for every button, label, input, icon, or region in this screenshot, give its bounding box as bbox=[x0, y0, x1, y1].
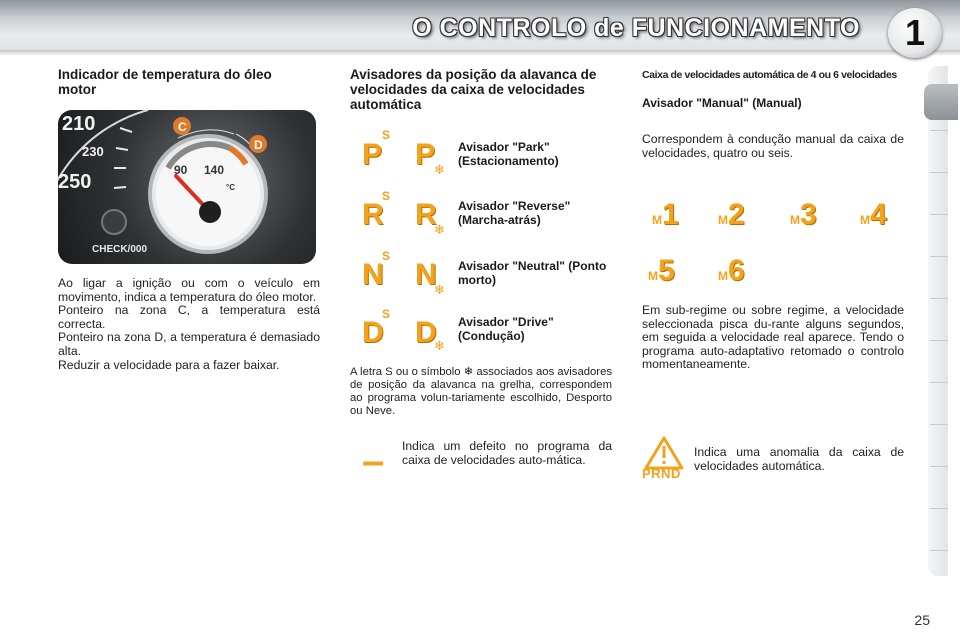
program-defect-text: Indica um defeito no programa da caixa de velocidades auto-mática. bbox=[402, 439, 612, 467]
oil-temp-paragraph: Ao ligar a ignição ou com o veículo em movimento, indica a temperatura do óleo motor. bbox=[58, 276, 320, 304]
manual-gear-4-icon: M4 bbox=[860, 198, 887, 231]
drive-warning-icon: D bbox=[362, 316, 384, 349]
speed-label-210: 210 bbox=[62, 113, 96, 135]
oil-temp-paragraph: Ponteiro na zona D, a temperatura é demasiado alta. bbox=[58, 330, 320, 358]
tab-divider bbox=[930, 214, 948, 215]
oil-temp-description bbox=[58, 277, 320, 372]
manual-gear-3-icon: M3 bbox=[790, 198, 817, 231]
manual-gear-6-icon: M6 bbox=[718, 254, 745, 287]
drive-warning-icon: D bbox=[415, 316, 437, 349]
tab-divider bbox=[930, 298, 948, 299]
neutral-warning-icon: N bbox=[362, 258, 384, 291]
snowflake-icon: ❄ bbox=[434, 338, 445, 353]
gearbox-fault-text: Indica uma anomalia da caixa de velocidades automática. bbox=[694, 445, 904, 473]
park-label: Avisador "Park" (Estacionamento) bbox=[458, 140, 559, 168]
snowflake-icon: ❄ bbox=[434, 162, 445, 177]
manual-gear-1-icon: M1 bbox=[652, 198, 679, 231]
tab-divider bbox=[930, 550, 948, 551]
oil-temp-paragraph: Reduzir a velocidade para a fazer baixar. bbox=[58, 357, 280, 372]
sport-s-icon: S bbox=[382, 249, 391, 263]
page-number: 25 bbox=[914, 612, 930, 628]
tab-divider bbox=[930, 130, 948, 131]
gauge-label-140: 140 bbox=[204, 163, 225, 177]
zone-c-label: C bbox=[178, 120, 187, 134]
tab-divider bbox=[930, 340, 948, 341]
sport-s-icon: S bbox=[382, 128, 391, 142]
tab-divider bbox=[930, 424, 948, 425]
program-defect-icon: – bbox=[362, 439, 385, 483]
park-warning-icon: P bbox=[415, 138, 436, 171]
speed-label-230: 230 bbox=[82, 144, 104, 159]
snowflake-icon: ❄ bbox=[434, 282, 445, 297]
oil-gauge-illustration bbox=[58, 110, 316, 264]
active-chapter-tab bbox=[924, 84, 958, 120]
manual-intro: Correspondem à condução manual da caixa de velocidades, quatro ou seis. bbox=[642, 132, 904, 160]
chapter-tab-strip bbox=[928, 66, 948, 576]
manual-gear-2-icon: M2 bbox=[718, 198, 745, 231]
check-label: CHECK/000 bbox=[92, 244, 148, 255]
tab-divider bbox=[930, 172, 948, 173]
reverse-label: Avisador "Reverse" (Marcha-atrás) bbox=[458, 199, 571, 227]
speed-label-250: 250 bbox=[58, 171, 92, 193]
snowflake-icon: ❄ bbox=[434, 222, 445, 237]
reverse-warning-icon: R bbox=[362, 198, 384, 231]
oil-temperature-gauge-image bbox=[58, 110, 316, 264]
oil-temp-paragraph: Ponteiro na zona C, a temperatura está correcta. bbox=[58, 303, 320, 331]
tab-divider bbox=[930, 466, 948, 467]
zone-d-label: D bbox=[254, 138, 263, 152]
park-warning-icon: P bbox=[362, 138, 383, 171]
sport-s-icon: S bbox=[382, 307, 391, 321]
lever-position-title: Avisadores da posição da alavanca de velocidades da caixa de velocidades automática bbox=[350, 67, 597, 112]
manual-gear-5-icon: M5 bbox=[648, 254, 675, 287]
chapter-number-badge: 1 bbox=[888, 8, 942, 58]
program-note: A letra S ou o símbolo ❄ associados aos avisadores de posição da alavanca na grelha, correspondem ao programa volun-tariamente escolhido, Desporto ou Neve. bbox=[350, 366, 612, 417]
neutral-warning-icon: N bbox=[415, 258, 437, 291]
oil-temp-title: Indicador de temperatura do óleo motor bbox=[58, 67, 272, 97]
tab-divider bbox=[930, 508, 948, 509]
drive-label: Avisador "Drive" (Condução) bbox=[458, 315, 554, 343]
sport-s-icon: S bbox=[382, 189, 391, 203]
gauge-unit-label: °C bbox=[226, 183, 235, 192]
header-shadow bbox=[0, 50, 960, 56]
tab-divider bbox=[930, 256, 948, 257]
page-header-title: O CONTROLO de FUNCIONAMENTO bbox=[412, 14, 860, 42]
neutral-label: Avisador "Neutral" (Ponto morto) bbox=[458, 259, 607, 287]
manual-warning-title: Avisador "Manual" (Manual) bbox=[642, 96, 802, 110]
tab-divider bbox=[930, 382, 948, 383]
reverse-warning-icon: R bbox=[415, 198, 437, 231]
gauge-label-90: 90 bbox=[174, 163, 188, 177]
prnd-label: PRND bbox=[642, 466, 681, 481]
gearbox-caption: Caixa de velocidades automática de 4 ou 6 velocidades bbox=[642, 69, 897, 81]
manual-regime-text: Em sub-regime ou sobre regime, a velocidade seleccionada pisca du-rante alguns segundos, em seguida a velocidade real aparece. Tendo o programa auto-adaptativo retomado o controlo momentaneamente. bbox=[642, 303, 904, 372]
